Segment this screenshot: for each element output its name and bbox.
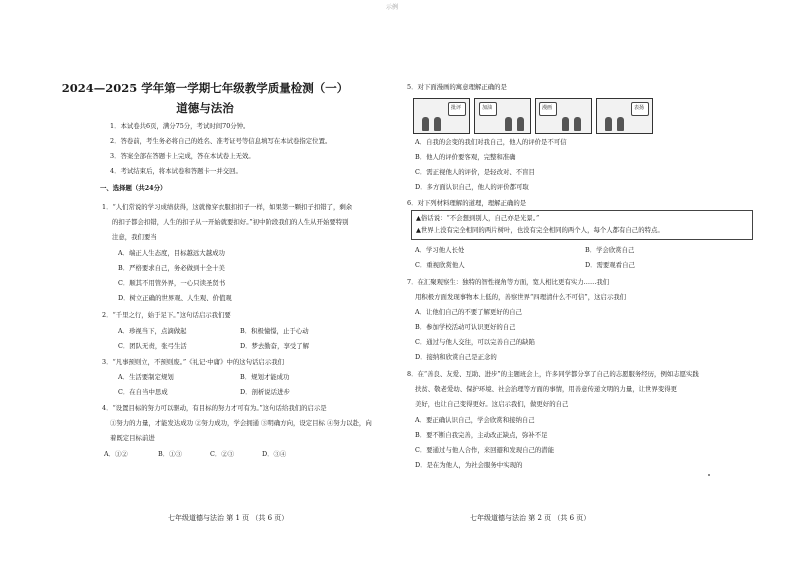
scan-speck — [708, 474, 710, 476]
exam-title: 2024—2025 学年第一学期七年级教学质量检测（一） — [61, 81, 349, 95]
note-3: 3．答案全部在答题卡上完成，答在本试卷上无效。 — [110, 152, 255, 160]
figure-icon — [605, 117, 612, 131]
q7-stem-line: 7．在汇聚观察生：独特的智性视角等方面，宽人相比更有实力……我们 — [407, 278, 610, 286]
q5-option-d: D．多方面认识自己，他人的评价都可取 — [415, 183, 529, 191]
q7-option-b: B．参加学校活动可认识更好的自己 — [415, 323, 516, 331]
note-2: 2．答卷前，考生务必将自己的姓名、准考证号等信息填写在本试卷指定位置。 — [110, 137, 332, 145]
section-title: 一、选择题（共24分） — [100, 184, 167, 192]
q5-stem: 5．对下面漫画的寓意理解正确的是 — [407, 83, 507, 91]
header-mark: 示例 — [386, 4, 399, 11]
q8-option-b: B．要不断自我完善，主动改正缺点，弥补不足 — [415, 431, 548, 439]
q5-option-a: A．自我的会变的我们对我自己，他人的评价是不可信 — [415, 138, 567, 146]
page-footer-1: 七年级道德与法治 第 1 页 （共 6 页） — [168, 514, 289, 522]
q7-option-a: A．让他们自己的不要了解更好的自己 — [415, 308, 522, 316]
q8-option-a: A．要正确认识自己，学会欣赏和接纳自己 — [415, 416, 535, 424]
q4-option-b: B．①③ — [158, 450, 182, 458]
material-box — [411, 210, 753, 240]
q1-option-a: A．端正人生态度，目标越远大越成功 — [118, 249, 225, 257]
material-line: ▲世界上没有完全相同的两片树叶，也没有完全相同的两个人，每个人都有自己的特点。 — [416, 226, 664, 234]
q4-stem-line: 4．“设置目标的努力可以驱动，有目标的努力才可有为。”这句话给我们的启示是 — [102, 404, 327, 412]
q2-stem: 2．“千里之行，始于足下。”这句话启示我们要 — [102, 311, 231, 319]
comic-panel — [535, 98, 592, 134]
figure-icon — [617, 117, 624, 131]
q5-option-c: C．需正视他人的评价，是轻改对、不盲目 — [415, 168, 535, 176]
q2-option-b: B．积极憧憬，止于心动 — [240, 327, 309, 335]
bubble-text: 漫画 — [542, 105, 553, 111]
q3-option-c: C．在自当中思成 — [118, 388, 168, 396]
q4-stem-line: 着既定目标前进 — [110, 434, 155, 442]
q4-option-d: D．③④ — [262, 450, 287, 458]
q7-stem-line: 用积极方面发现事物本上低的，善察世界“四理清什么不可信”，这启示我们 — [415, 293, 627, 301]
q2-option-a: A．珍视当下，点滴做起 — [118, 327, 187, 335]
figure-icon — [517, 117, 524, 131]
figure-icon — [574, 117, 581, 131]
material-line: ▲俗话说：“不会想到别人，自己亦是光景。” — [416, 214, 540, 222]
q4-option-a: A．①② — [104, 450, 128, 458]
q3-option-d: D．剖析说话进步 — [240, 388, 290, 396]
q6-option-b: B．学会欣赏自己 — [585, 246, 635, 254]
note-4: 4．考试结束后，将本试卷和答题卡一并交回。 — [110, 167, 242, 175]
q3-option-a: A．生活要制定规划 — [118, 373, 174, 381]
q4-option-c: C．②③ — [210, 450, 235, 458]
q1-option-c: C．顺其不用管外界，一心只读圣贤书 — [118, 279, 226, 287]
q1-stem-line: 注意，我们要当 — [112, 233, 157, 241]
q5-option-b: B．他人的评价要客观，完整和准确 — [415, 153, 516, 161]
comic-panel — [413, 98, 470, 134]
q6-option-c: C．重视欣赏他人 — [415, 261, 465, 269]
q6-stem: 6．对下列材料理解的道理，理解正确的是 — [407, 199, 527, 207]
comic-panel — [474, 98, 531, 134]
q6-option-a: A．学习他人长处 — [415, 246, 465, 254]
q7-option-d: D．接纳和欣赏自己是正念的 — [415, 353, 497, 361]
right-page — [397, 0, 794, 561]
bubble-text: 批评 — [451, 105, 462, 111]
q3-stem: 3．“凡事预则立，不预则废。”《礼记·中庸》中的这句话启示我们 — [102, 358, 284, 366]
figure-icon — [562, 117, 569, 131]
q1-stem-line: 的扣子都会扣错，人生的扣子从一开始就要扣好。”初中阶段我们的人生从开始要特别 — [112, 218, 349, 226]
q1-option-d: D．树立正确的世界观、人生观、价值观 — [118, 294, 232, 302]
q8-stem-line: 8．在“善良、友爱、互助、进步”的主题班会上，许多同学都分享了自己的志愿服务经历，例如志愿实践 — [407, 370, 699, 378]
q7-option-c: C．通过与他人交往，可以完善自己的缺陷 — [415, 338, 535, 346]
figure-icon — [434, 117, 441, 131]
q3-option-b: B．规划才能成功 — [240, 373, 290, 381]
note-1: 1．本试卷共6页，满分75分，考试时间70分钟。 — [110, 122, 250, 130]
speech-bubble — [539, 102, 557, 116]
speech-bubble — [479, 102, 497, 116]
q8-stem-line: 扶贫、敬老爱幼、保护环境、社会治理等方面的事情，用善意传递文明的力量，让世界变得更 — [415, 385, 678, 393]
q2-option-d: D．梦去勤奋，享受了解 — [240, 342, 310, 350]
comic-panel — [596, 98, 653, 134]
figure-icon — [422, 117, 429, 131]
q8-option-d: D．是在为他人，为社会服务中实现的 — [415, 461, 523, 469]
bubble-text: 表扬 — [634, 105, 645, 111]
bubble-text: 加油 — [482, 105, 493, 111]
speech-bubble — [448, 102, 466, 116]
figure-icon — [505, 117, 512, 131]
exam-subject: 道德与法治 — [176, 101, 234, 115]
q2-option-c: C．团队无责，张弓生活 — [118, 342, 187, 350]
q1-option-b: B．严格要求自己，务必做到十全十美 — [118, 264, 225, 272]
q4-stem-line: ①努力的力量，才能发达成功 ②努力成功，学会拥通 ③明确方向，设定目标 ④努力以赴，向 — [110, 419, 372, 427]
q1-stem-line: 1．“人们常说的学习成绩获得，这就像穿衣服扣扣子一样，如果第一颗扣子扣错了，剩余 — [102, 203, 353, 211]
comic-strip — [413, 98, 653, 132]
q8-option-c: C．要通过与他人合作，来回避和发现自己的潜能 — [415, 446, 555, 454]
q6-option-d: D．需要观看自己 — [585, 261, 635, 269]
speech-bubble — [631, 102, 649, 116]
page-footer-2: 七年级道德与法治 第 2 页 （共 6 页） — [470, 514, 591, 522]
q8-stem-line: 美好，也让自己变得更好。这启示我们，做更好的自己 — [415, 400, 569, 408]
